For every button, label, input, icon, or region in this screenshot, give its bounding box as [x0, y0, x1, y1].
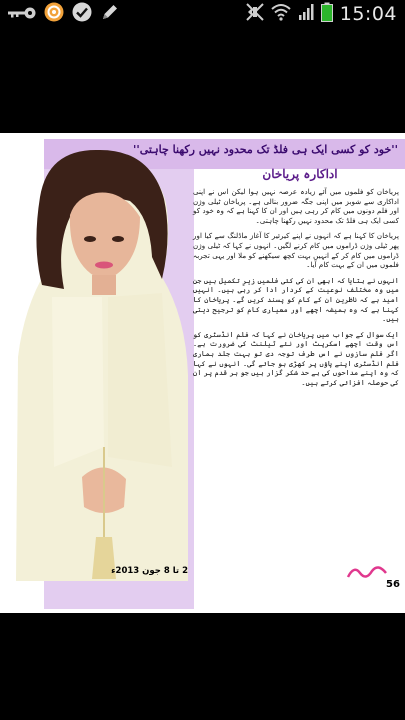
article-headline: ''خود کو کسی ایک ہی فلڈ تک محدود نہیں رکھنا چاہتی'': [133, 143, 398, 156]
battery-icon: [321, 2, 333, 26]
decorative-flourish: [346, 563, 388, 581]
page-number: 56: [386, 579, 400, 590]
status-bar-notifications: [6, 3, 120, 25]
article-paragraph: ایک سوال کے جواب میں پریاخان نے کہا کہ فلم انڈسٹری کو اس وقت اچھے اسکرپٹ اور نئے ٹیلنٹ کی ضرورت ہے۔ اگر فلم سازوں نے اس طرف توجہ دی تو بہت جلد ہماری فلم انڈسٹری اپنے پاؤں پر کھڑی ہو جائے گی۔ انہوں نے کہا کہ وہ اپنے مداحوں کی بے حد شکر گزار ہیں جو ہر قدم پر ان کی حوصلہ افزائی کرتے ہیں۔: [193, 329, 399, 387]
pencil-icon: [100, 2, 120, 26]
circle-app-icon: [44, 2, 64, 26]
article-paragraph: پریاخان کو فلموں میں آئے زیادہ عرصہ نہیں ہوا لیکن اس نے اپنی اداکاری سے شوبز میں اپنی جگہ ضرور بنالی ہے۔ پریاخان ٹیلی وژن اور فلم دونوں میں کام کر رہی ہیں اور ان کا کہنا ہے کہ وہ خود کو کسی ایک ہی فلڈ تک محدود نہیں رکھنا چاہتی۔: [193, 187, 399, 225]
key-icon: [6, 5, 36, 24]
wifi-icon: [271, 3, 291, 25]
article-paragraph: انہوں نے بتایا کہ ابھی ان کی کئی فلمیں زیرِ تکمیل ہیں جن میں وہ مختلف نوعیت کے کردار ادا کر رہی ہیں۔ انہیں امید ہے کہ ناظرین ان کے کام کو پسند کریں گے۔ پریاخان کا کہنا ہے کہ وہ ہمیشہ اچھے اور معیاری کام کو ترجیح دیتی ہیں۔: [193, 275, 399, 324]
status-bar-system: [246, 3, 397, 25]
article-body: [193, 187, 399, 577]
article-paragraph: پریاخان کا کہنا ہے کہ انہوں نے اپنے کیرئیر کا آغاز ماڈلنگ سے کیا اور پھر ٹیلی وژن ڈراموں میں کام کرنے لگیں۔ انہوں نے کہا کہ ٹیلی وژن ڈراموں میں کام کر کے انہیں بہت کچھ سیکھنے کو ملا اور یہی تجربہ فلموں میں ان کے بہت کام آیا۔: [193, 231, 399, 270]
magazine-page: [0, 133, 405, 613]
bottom-black-area: [0, 613, 405, 720]
actress-photo: [12, 147, 196, 581]
signal-icon: [298, 3, 314, 25]
issue-date-caption: 2 تا 8 جون 2013ء: [111, 566, 188, 576]
check-icon: [72, 2, 92, 26]
clock: 15:04: [339, 3, 397, 25]
article-byline: اداکارہ پریاخان: [262, 167, 338, 181]
status-bar: [0, 0, 405, 28]
magazine-photo-viewer[interactable]: [0, 133, 405, 613]
silent-mode-icon: [246, 3, 264, 25]
